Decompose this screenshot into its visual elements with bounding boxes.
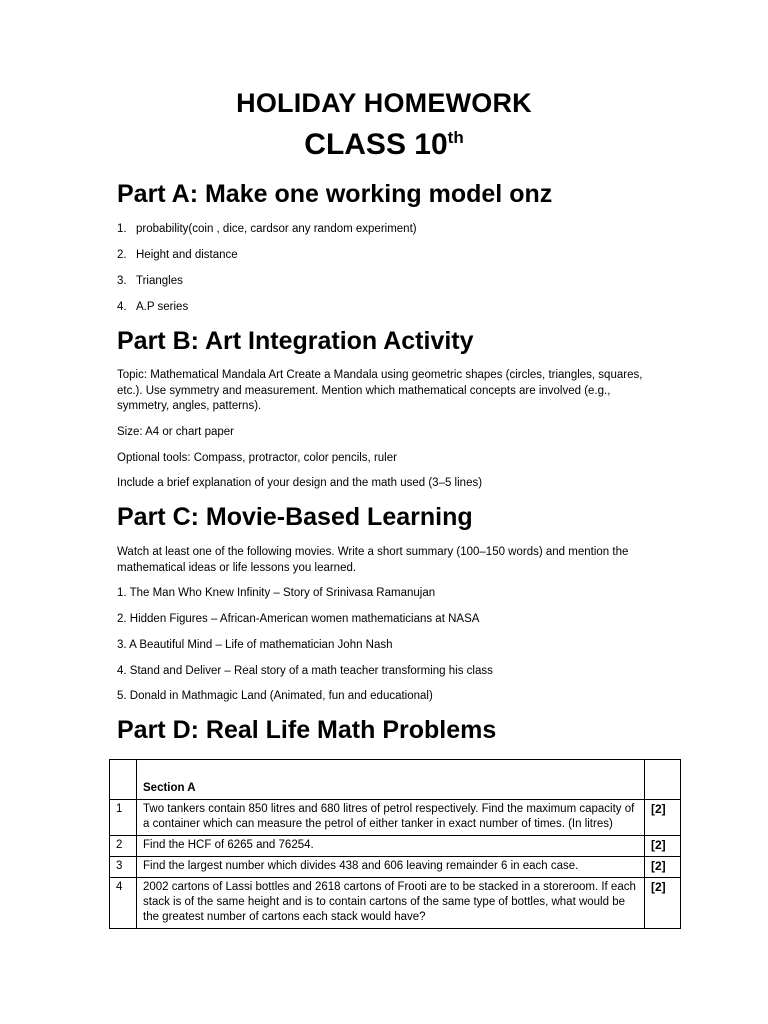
table-row — [110, 857, 681, 878]
question-text: Find the HCF of 6265 and 76254. — [137, 836, 645, 857]
movie-item: 4. Stand and Deliver – Real story of a math teacher transforming his class — [117, 665, 493, 677]
document-title: HOLIDAY HOMEWORK — [236, 88, 532, 118]
question-text: Two tankers contain 850 litres and 680 litres of petrol respectively. Find the maximum capacity of a container which can measure the petrol of either tanker in exact number of times. (In litres) — [137, 800, 645, 836]
question-marks: [2] — [645, 836, 681, 857]
class-heading — [0, 128, 768, 162]
movie-item: 3. A Beautiful Mind – Life of mathematician John Nash — [117, 639, 393, 651]
table-row — [110, 878, 681, 929]
list-text: Height and distance — [136, 249, 238, 261]
part-b-size: Size: A4 or chart paper — [117, 426, 234, 438]
table-row — [110, 760, 681, 800]
part-b-topic: Topic: Mathematical Mandala Art Create a Mandala using geometric shapes (circles, triangles, squares, etc.). Use symmetry and measurement. Mention which mathematical concepts are involved (e.g., symmetry, angles, patterns). — [117, 369, 643, 412]
class-superscript: th — [447, 128, 464, 147]
movie-item: 5. Donald in Mathmagic Land (Animated, fun and educational) — [117, 690, 433, 702]
movie-item: 2. Hidden Figures – African-American women mathematicians at NASA — [117, 613, 480, 625]
part-c-intro: Watch at least one of the following movies. Write a short summary (100–150 words) and mention the mathematical ideas or life lessons you learned. — [117, 546, 629, 574]
list-text: Triangles — [136, 275, 183, 287]
table-cell — [645, 760, 681, 800]
question-number: 2 — [110, 836, 137, 857]
movie-item: 1. The Man Who Knew Infinity – Story of Srinivasa Ramanujan — [117, 587, 436, 599]
part-b-heading: Part B: Art Integration Activity — [117, 327, 474, 355]
part-c-heading: Part C: Movie-Based Learning — [117, 503, 473, 531]
part-a-item — [117, 274, 183, 289]
question-marks: [2] — [645, 878, 681, 929]
list-number: 4. — [117, 301, 127, 313]
part-d-heading: Part D: Real Life Math Problems — [117, 716, 497, 744]
part-b-explain: Include a brief explanation of your design and the math used (3–5 lines) — [117, 477, 483, 489]
table-row — [110, 800, 681, 836]
table-cell — [110, 760, 137, 800]
list-number: 2. — [117, 249, 127, 261]
section-label: Section A — [137, 760, 645, 800]
part-a-item — [117, 222, 417, 237]
part-a-item — [117, 248, 238, 263]
questions-table — [109, 759, 681, 929]
class-label: CLASS 10 — [304, 128, 448, 161]
list-text: probability(coin , dice, cardsor any random experiment) — [136, 223, 417, 235]
list-number: 1. — [117, 223, 127, 235]
question-marks: [2] — [645, 857, 681, 878]
list-text: A.P series — [136, 301, 189, 313]
question-number: 3 — [110, 857, 137, 878]
part-a-item — [117, 300, 188, 315]
question-number: 4 — [110, 878, 137, 929]
part-a-heading: Part A: Make one working model onz — [117, 180, 553, 208]
question-number: 1 — [110, 800, 137, 836]
list-number: 3. — [117, 275, 127, 287]
question-marks: [2] — [645, 800, 681, 836]
question-text: 2002 cartons of Lassi bottles and 2618 cartons of Frooti are to be stacked in a storeroom. If each stack is of the same height and is to contain cartons of the same type of bottles, what would be the greatest number of cartons each stack would have? — [137, 878, 645, 929]
part-b-tools: Optional tools: Compass, protractor, color pencils, ruler — [117, 452, 397, 464]
table-row — [110, 836, 681, 857]
question-text: Find the largest number which divides 438 and 606 leaving remainder 6 in each case. — [137, 857, 645, 878]
